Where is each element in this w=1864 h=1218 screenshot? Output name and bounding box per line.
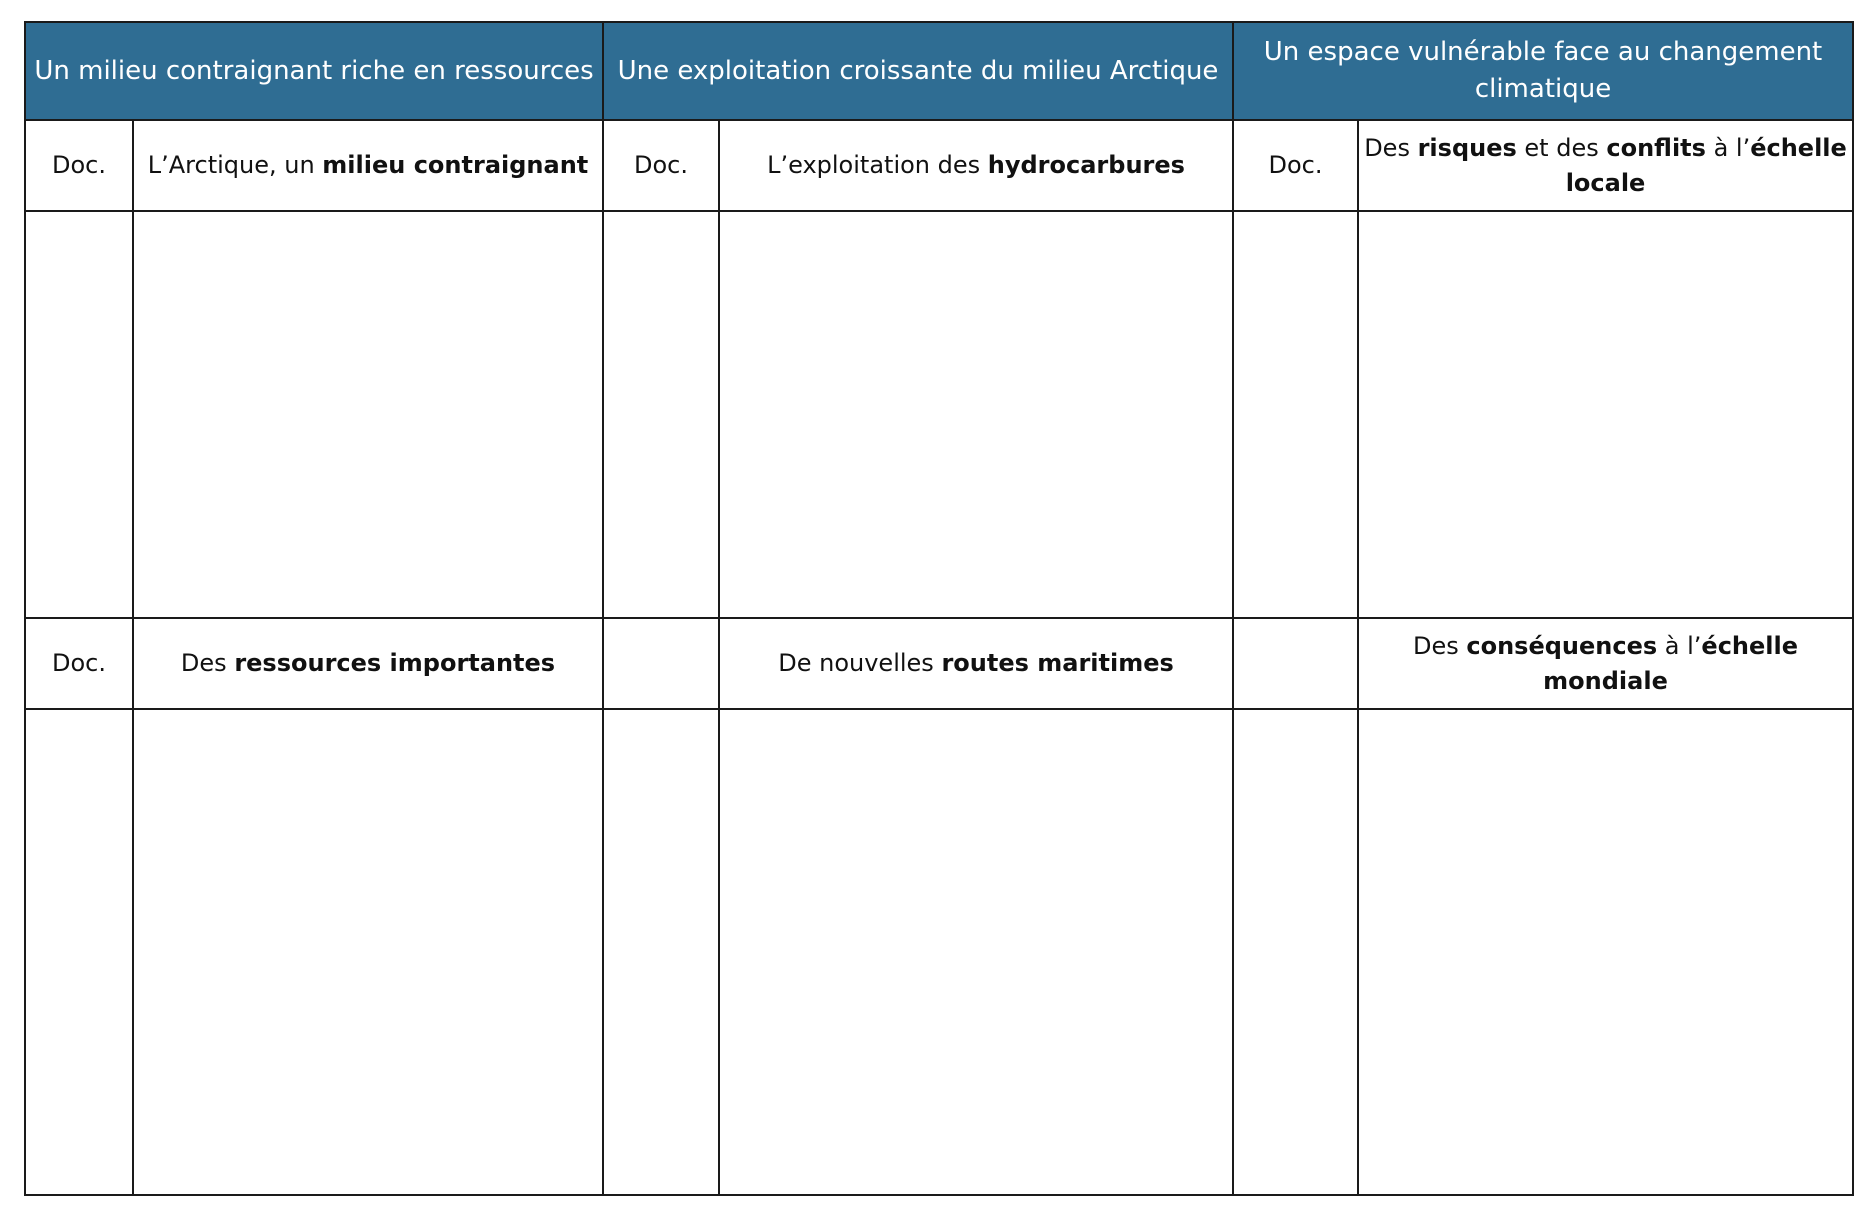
doc-label: Doc. <box>25 618 133 709</box>
answer-cell[interactable] <box>133 211 603 618</box>
header-col-1: Un milieu contraignant riche en ressources <box>25 22 603 120</box>
subheader-row-2 <box>25 618 1853 709</box>
empty-doc-cell <box>1233 618 1358 709</box>
doc-answer-cell[interactable] <box>25 211 133 618</box>
doc-answer-cell[interactable] <box>1233 211 1358 618</box>
answer-cell[interactable] <box>719 709 1233 1195</box>
subheader-hydrocarbures: L’exploitation des hydrocarbures <box>719 120 1233 211</box>
subheader-risques-conflits: Des risques et des conflits à l’échelle locale <box>1358 120 1853 211</box>
doc-answer-cell[interactable] <box>1233 709 1358 1195</box>
doc-answer-cell[interactable] <box>603 211 719 618</box>
subheader-ressources-importantes: Des ressources importantes <box>133 618 603 709</box>
answer-row-1 <box>25 211 1853 618</box>
doc-label: Doc. <box>1233 120 1358 211</box>
worksheet-table <box>24 21 1854 1196</box>
empty-doc-cell <box>603 618 719 709</box>
answer-cell[interactable] <box>1358 211 1853 618</box>
doc-label: Doc. <box>603 120 719 211</box>
doc-answer-cell[interactable] <box>603 709 719 1195</box>
doc-label: Doc. <box>25 120 133 211</box>
header-row <box>25 22 1853 120</box>
answer-cell[interactable] <box>1358 709 1853 1195</box>
answer-row-2 <box>25 709 1853 1195</box>
header-col-2: Une exploitation croissante du milieu Arctique <box>603 22 1233 120</box>
answer-cell[interactable] <box>133 709 603 1195</box>
subheader-milieu-contraignant: L’Arctique, un milieu contraignant <box>133 120 603 211</box>
subheader-routes-maritimes: De nouvelles routes maritimes <box>719 618 1233 709</box>
header-col-3: Un espace vulnérable face au changement climatique <box>1233 22 1853 120</box>
doc-answer-cell[interactable] <box>25 709 133 1195</box>
subheader-row-1 <box>25 120 1853 211</box>
answer-cell[interactable] <box>719 211 1233 618</box>
subheader-consequences-mondiale: Des conséquences à l’échelle mondiale <box>1358 618 1853 709</box>
